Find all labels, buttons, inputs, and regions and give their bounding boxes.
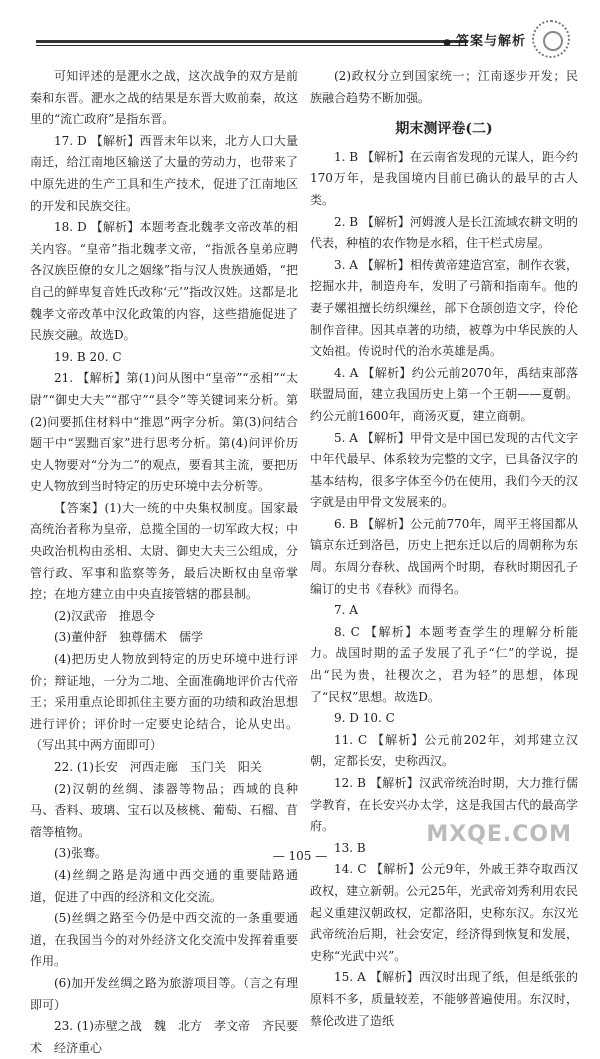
paragraph: 18. D 【解析】本题考查北魏孝文帝改革的相关内容。“皇帝”指北魏孝文帝，“指派各皇弟应聘各汉族臣僚的女儿之姻缘”指与汉人贵族通婚，“把自己的鲜卑复音姓氏改称‘元’”指改汉姓。这都是北魏孝文帝改革中汉化政策的内容，这些措施促进了民族交融。故选D。 (30, 220, 298, 343)
answer-paragraph: 【答案】(1)大一统的中央集权制度。国家最高统治者称为皇帝，总揽全国的一切军政大权；中央政治机构由丞相、太尉、御史大夫三公组成，分管行政、军事和监察等务，最后决断权由皇帝掌控；在地方建立由中央直接管辖的郡县制。 (30, 500, 298, 602)
header-rule-thick (36, 40, 468, 43)
paragraph: (6)加开发丝绸之路为旅游项目等。（言之有理即可） (30, 975, 298, 1012)
paragraph: 14. C 【解析】公元9年，外戚王莽夺取西汉政权，建立新朝。公元25年，光武帝刘秀利用农民起义重建汉朝政权，定都洛阳，史称东汉。东汉光武帝统治后期，社会安定，经济得到恢复和发展，史称“光武中兴”。 (310, 862, 578, 963)
paragraph: 可知评述的是淝水之战，这次战争的双方是前秦和东晋。淝水之战的结果是东晋大败前秦，故这里的“流亡政府”是指东晋。 (30, 69, 298, 127)
paragraph: (5)丝绸之路至今仍是中西交流的一条重要通道，在我国当今的对外经济文化交流中发挥着重要作用。 (30, 911, 298, 969)
bullet-icon: ● (443, 38, 452, 48)
paragraph: 15. A 【解析】西汉时出现了纸，但是纸张的原料不多，质量较差，不能够普遍使用。东汉时，蔡伦改进了造纸 (310, 970, 578, 1028)
paragraph: (2)汉朝的丝绸、漆器等物品；西域的良种马、香料、玻璃、宝石以及核桃、葡萄、石榴、苜蓿等植物。 (30, 781, 298, 839)
paragraph: 11. C 【解析】公元前202年，刘邦建立汉朝，定都长安，史称西汉。 (310, 732, 578, 769)
header-rule-thin (36, 45, 468, 46)
paragraph: 23. (1)赤壁之战 魏 北方 孝文帝 齐民要术 经济重心 (30, 1019, 298, 1055)
paragraph: (4)丝绸之路是沟通中西交通的重要陆路通道，促进了中西的经济和文化交流。 (30, 867, 298, 904)
paragraph: (2)汉武帝 推恩令 (54, 608, 155, 623)
paragraph: 21. 【解析】第(1)问从图中“皇帝”“丞相”“太尉”“御史大夫”“郡守”“县令”等关键词来分析。第(2)问要抓住材料中“推恩”两字分析。第(3)问结合题干中“罢黜百家”进行思考分析。第(4)问评价历史人物要对“分为二”的观点，要看其主流，要把历史人物放到当时特定的历史环境中去分析等。 (30, 371, 298, 494)
right-column (310, 66, 578, 1032)
paragraph: (3)董仲舒 独尊儒术 儒学 (54, 630, 203, 645)
paragraph: 5. A 【解析】甲骨文是中国已发现的古代文字中年代最早、体系较为完整的文字，已具备汉字的基本结构，很多字体至今仍在使用，我们今天的汉字就是由甲骨文发展来的。 (310, 430, 578, 510)
page-header (36, 18, 578, 54)
paragraph: 9. D 10. C (334, 711, 395, 726)
decorative-seal-icon (532, 20, 570, 58)
section-title: 期末测评卷(二) (395, 121, 493, 138)
paragraph: 12. B 【解析】汉武帝统治时期，大力推行儒学教育，在长安兴办太学，这是我国古代的最高学府。 (310, 776, 578, 834)
paragraph: (4)把历史人物放到特定的历史环境中进行评价；辩证地，一分为二地、全面准确地评价古代帝王；采用重点论即抓住主要方面的功绩和政治思想进行评价；评价时一定要史论结合，论从史出。（写出其中两方面即可） (30, 652, 298, 753)
header-title-text: 答案与解析 (455, 34, 526, 49)
page-number: — 105 — (272, 849, 328, 863)
paragraph: 7. A (334, 603, 358, 618)
paragraph: 17. D 【解析】西晋末年以来，北方人口大量南迁，给江南地区输送了大量的劳动力，也带来了中原先进的生产工具和生产技术，促进了江南地区的开发和民族交往。 (30, 133, 298, 213)
paragraph: (3)张骞。 (54, 846, 107, 861)
header-title (443, 30, 526, 49)
paragraph: 6. B 【解析】公元前770年，周平王将国都从镐京东迁到洛邑，历史上把东迁以后的周朝称为东周。东周分春秋、战国两个时期，春秋时期因孔子编订的史书《春秋》而得名。 (310, 516, 578, 596)
paragraph: 13. B (334, 840, 366, 855)
left-column (30, 66, 298, 1059)
paragraph: (2)政权分立到国家统一；江南逐步开发；民族融合趋势不断加强。 (310, 69, 578, 105)
paragraph: 3. A 【解析】相传黄帝建造宫室，制作衣裳，挖掘水井，制造舟车，发明了弓箭和指南车。他的妻子嫘祖擅长纺织缫丝，部下仓颉创造文字，伶伦制作音律。因其卓著的功绩，被尊为中华民族的人文始祖。传说时代的治水英雄是禹。 (310, 257, 578, 359)
paragraph: 1. B 【解析】在云南省发现的元谋人，距今约170万年，是我国境内目前已确认的最早的古人类。 (310, 149, 578, 207)
paragraph: 2. B 【解析】河姆渡人是长江流域农耕文明的代表，种植的农作物是水稻，住干栏式房屋。 (310, 214, 578, 251)
paragraph: 8. C 【解析】本题考查学生的理解分析能力。战国时期的孟子发展了孔子“仁”的学说，提出“民为贵，社稷次之，君为轻”的思想，体现了“民权”思想。故选D。 (310, 624, 578, 704)
watermark: MXQE.COM (426, 822, 572, 847)
paragraph: 4. A 【解析】约公元前2070年，禹结束部落联盟局面，建立我国历史上第一个王朝——夏朝。约公元前1600年，商汤灭夏，建立商朝。 (310, 365, 578, 423)
paragraph: 19. B 20. C (54, 349, 122, 364)
paragraph: 22. (1)长安 河西走廊 玉门关 阳关 (54, 760, 262, 774)
